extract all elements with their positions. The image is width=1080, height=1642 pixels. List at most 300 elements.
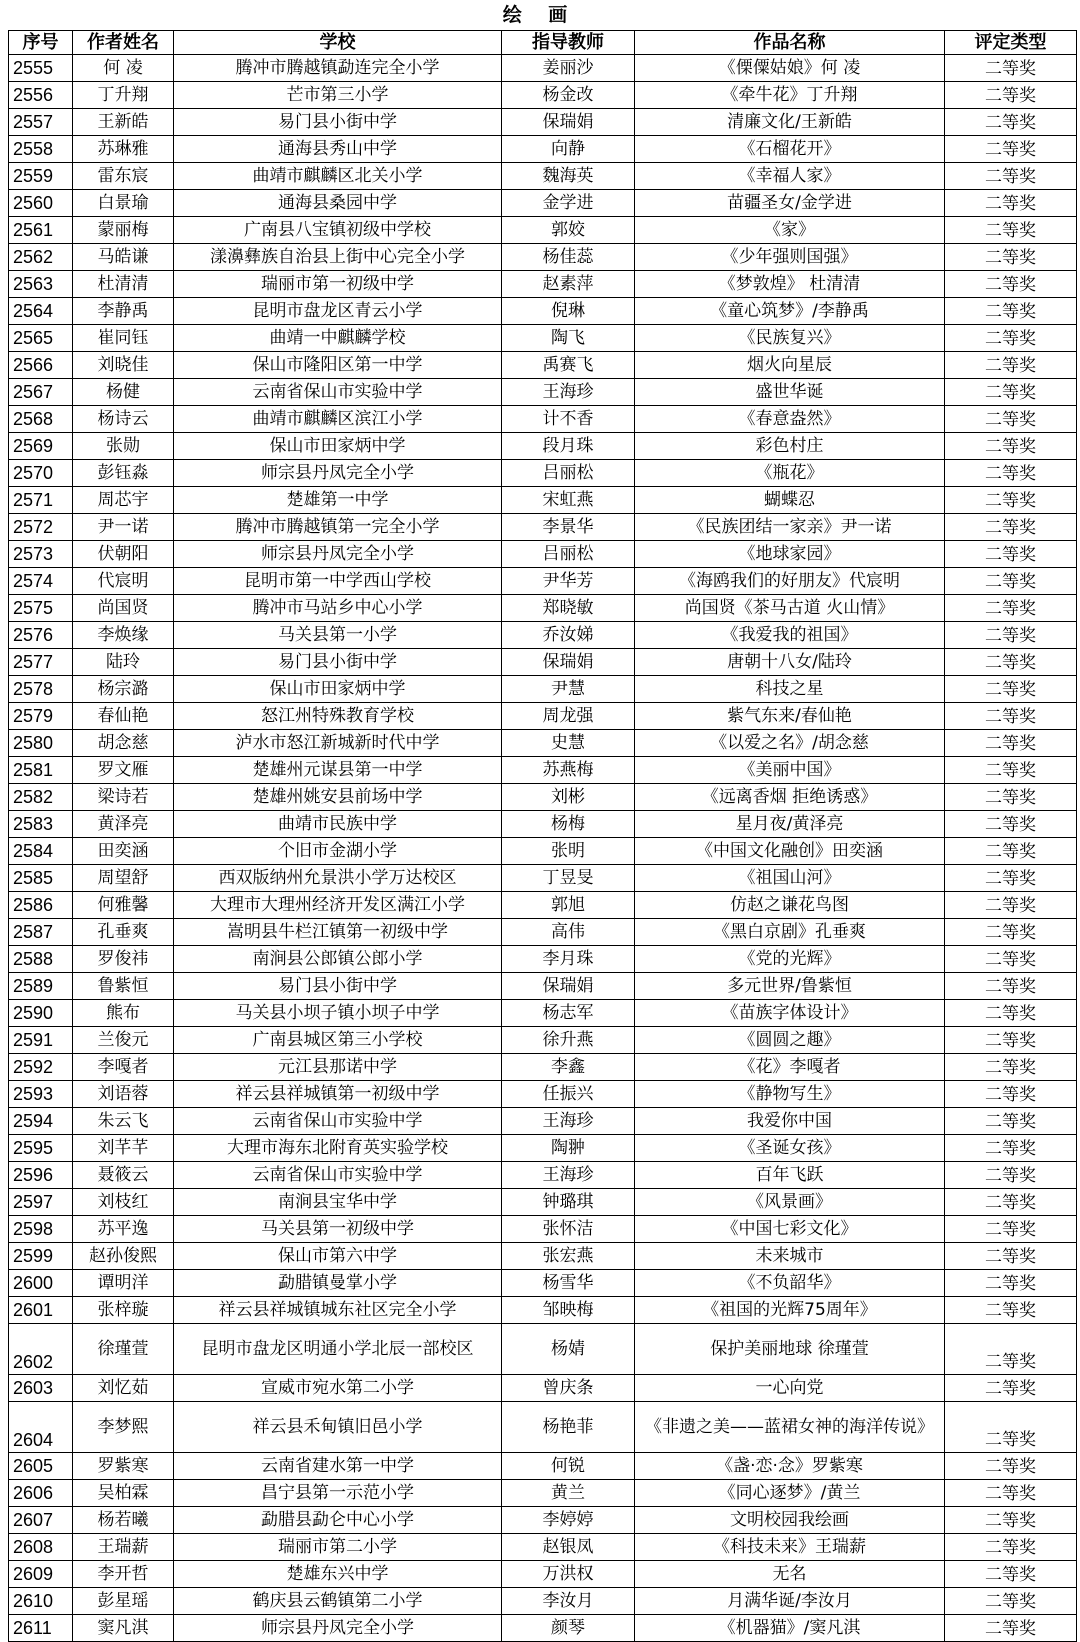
cell-author: 朱云飞: [73, 1108, 174, 1135]
cell-school: 云南省保山市实验中学: [174, 1108, 502, 1135]
cell-school: 漾濞彝族自治县上街中心完全小学: [174, 244, 502, 271]
cell-seq: 2600: [9, 1270, 73, 1297]
cell-teacher: 高伟: [502, 919, 635, 946]
cell-seq: 2607: [9, 1507, 73, 1534]
cell-grade: 二等奖: [945, 919, 1077, 946]
cell-author: 胡念慈: [73, 730, 174, 757]
table-row: [9, 730, 1077, 757]
cell-seq: 2602: [9, 1324, 73, 1375]
cell-grade: 二等奖: [945, 838, 1077, 865]
table-row: [9, 217, 1077, 244]
cell-school: 保山市隆阳区第一中学: [174, 352, 502, 379]
cell-teacher: 郑晓敏: [502, 595, 635, 622]
cell-teacher: 杨志军: [502, 1000, 635, 1027]
cell-school: 易门县小街中学: [174, 973, 502, 1000]
cell-teacher: 颜琴: [502, 1615, 635, 1642]
cell-teacher: 宋虹燕: [502, 487, 635, 514]
table-row: [9, 919, 1077, 946]
cell-work: 《石榴花开》: [635, 136, 945, 163]
cell-author: 李开哲: [73, 1561, 174, 1588]
table-row: [9, 892, 1077, 919]
cell-author: 罗紫寒: [73, 1453, 174, 1480]
cell-teacher: 赵银凤: [502, 1534, 635, 1561]
cell-teacher: 金学进: [502, 190, 635, 217]
cell-school: 云南省保山市实验中学: [174, 1162, 502, 1189]
cell-seq: 2580: [9, 730, 73, 757]
cell-author: 周芯宇: [73, 487, 174, 514]
cell-teacher: 陶飞: [502, 325, 635, 352]
table-row: [9, 568, 1077, 595]
cell-author: 苏琳雅: [73, 136, 174, 163]
cell-school: 昆明市第一中学西山学校: [174, 568, 502, 595]
cell-work: 《圆圆之趣》: [635, 1027, 945, 1054]
cell-work: 《以爱之名》/胡念慈: [635, 730, 945, 757]
cell-seq: 2555: [9, 55, 73, 82]
cell-teacher: 向静: [502, 136, 635, 163]
cell-school: 昌宁县第一示范小学: [174, 1480, 502, 1507]
cell-school: 嵩明县牛栏江镇第一初级中学: [174, 919, 502, 946]
cell-author: 杜清清: [73, 271, 174, 298]
cell-seq: 2590: [9, 1000, 73, 1027]
cell-school: 元江县那诺中学: [174, 1054, 502, 1081]
cell-author: 刘语蓉: [73, 1081, 174, 1108]
cell-seq: 2601: [9, 1297, 73, 1324]
cell-grade: 二等奖: [945, 271, 1077, 298]
table-row: [9, 406, 1077, 433]
cell-work: 清廉文化/王新皓: [635, 109, 945, 136]
cell-author: 蒙丽梅: [73, 217, 174, 244]
cell-school: 马关县小坝子镇小坝子中学: [174, 1000, 502, 1027]
header-school: 学校: [174, 31, 502, 55]
cell-teacher: 钟璐琪: [502, 1189, 635, 1216]
table-row: [9, 1507, 1077, 1534]
cell-work: 紫气东来/春仙艳: [635, 703, 945, 730]
table-row: [9, 1375, 1077, 1402]
cell-teacher: 史慧: [502, 730, 635, 757]
cell-seq: 2591: [9, 1027, 73, 1054]
table-row: [9, 838, 1077, 865]
table-row: [9, 649, 1077, 676]
cell-school: 大理市海东北附育英实验学校: [174, 1135, 502, 1162]
cell-work: 《地球家园》: [635, 541, 945, 568]
cell-work: 《祖国的光辉75周年》: [635, 1297, 945, 1324]
cell-school: 芒市第三小学: [174, 82, 502, 109]
awards-table: [8, 30, 1077, 1642]
cell-work: 《圣诞女孩》: [635, 1135, 945, 1162]
cell-grade: 二等奖: [945, 1402, 1077, 1453]
cell-seq: 2559: [9, 163, 73, 190]
cell-author: 李静禹: [73, 298, 174, 325]
cell-teacher: 计不香: [502, 406, 635, 433]
cell-work: 《幸福人家》: [635, 163, 945, 190]
cell-work: 盛世华诞: [635, 379, 945, 406]
cell-seq: 2565: [9, 325, 73, 352]
cell-seq: 2595: [9, 1135, 73, 1162]
cell-grade: 二等奖: [945, 1507, 1077, 1534]
cell-work: 《远离香烟 拒绝诱惑》: [635, 784, 945, 811]
cell-school: 广南县城区第三小学校: [174, 1027, 502, 1054]
cell-work: 星月夜/黄泽亮: [635, 811, 945, 838]
table-row: [9, 1189, 1077, 1216]
cell-author: 周望舒: [73, 865, 174, 892]
table-row: [9, 973, 1077, 1000]
cell-teacher: 李景华: [502, 514, 635, 541]
table-row: [9, 1216, 1077, 1243]
table-row: [9, 271, 1077, 298]
cell-grade: 二等奖: [945, 1243, 1077, 1270]
cell-school: 曲靖市麒麟区北关小学: [174, 163, 502, 190]
cell-author: 张勋: [73, 433, 174, 460]
cell-teacher: 保瑞娟: [502, 649, 635, 676]
cell-author: 杨诗云: [73, 406, 174, 433]
cell-teacher: 周龙强: [502, 703, 635, 730]
cell-author: 谭明洋: [73, 1270, 174, 1297]
cell-seq: 2572: [9, 514, 73, 541]
table-row: [9, 622, 1077, 649]
cell-grade: 二等奖: [945, 460, 1077, 487]
cell-teacher: 徐升燕: [502, 1027, 635, 1054]
cell-teacher: 张怀洁: [502, 1216, 635, 1243]
cell-school: 南涧县宝华中学: [174, 1189, 502, 1216]
cell-work: 《我爱我的祖国》: [635, 622, 945, 649]
cell-author: 田奕涵: [73, 838, 174, 865]
cell-teacher: 刘彬: [502, 784, 635, 811]
cell-school: 楚雄州元谋县第一中学: [174, 757, 502, 784]
cell-work: 《民族复兴》: [635, 325, 945, 352]
cell-school: 保山市田家炳中学: [174, 433, 502, 460]
cell-teacher: 李汝月: [502, 1588, 635, 1615]
cell-teacher: 王海珍: [502, 1162, 635, 1189]
cell-grade: 二等奖: [945, 892, 1077, 919]
cell-seq: 2569: [9, 433, 73, 460]
cell-school: 祥云县祥城镇第一初级中学: [174, 1081, 502, 1108]
cell-author: 陆玲: [73, 649, 174, 676]
cell-author: 春仙艳: [73, 703, 174, 730]
cell-grade: 二等奖: [945, 1297, 1077, 1324]
cell-author: 尹一诺: [73, 514, 174, 541]
cell-author: 丁升翔: [73, 82, 174, 109]
table-row: [9, 1324, 1077, 1375]
cell-teacher: 尹慧: [502, 676, 635, 703]
cell-seq: 2593: [9, 1081, 73, 1108]
cell-work: 《梦敦煌》 杜清清: [635, 271, 945, 298]
cell-author: 窦凡淇: [73, 1615, 174, 1642]
cell-school: 瑞丽市第二小学: [174, 1534, 502, 1561]
table-row: [9, 865, 1077, 892]
cell-work: 《盏·恋·念》罗紫寒: [635, 1453, 945, 1480]
cell-author: 熊布: [73, 1000, 174, 1027]
cell-school: 广南县八宝镇初级中学校: [174, 217, 502, 244]
cell-work: 《民族团结一家亲》尹一诺: [635, 514, 945, 541]
cell-school: 南涧县公郎镇公郎小学: [174, 946, 502, 973]
table-row: [9, 109, 1077, 136]
cell-teacher: 郭旭: [502, 892, 635, 919]
cell-seq: 2579: [9, 703, 73, 730]
cell-school: 师宗县丹凤完全小学: [174, 541, 502, 568]
cell-work: 仿赵之谦花鸟图: [635, 892, 945, 919]
cell-teacher: 何锐: [502, 1453, 635, 1480]
cell-grade: 二等奖: [945, 1588, 1077, 1615]
cell-seq: 2603: [9, 1375, 73, 1402]
cell-grade: 二等奖: [945, 433, 1077, 460]
cell-grade: 二等奖: [945, 136, 1077, 163]
cell-seq: 2561: [9, 217, 73, 244]
cell-teacher: 吕丽松: [502, 460, 635, 487]
cell-school: 鹤庆县云鹤镇第二小学: [174, 1588, 502, 1615]
table-row: [9, 811, 1077, 838]
cell-seq: 2582: [9, 784, 73, 811]
cell-school: 勐腊镇曼掌小学: [174, 1270, 502, 1297]
cell-work: 《花》李嘎者: [635, 1054, 945, 1081]
cell-grade: 二等奖: [945, 595, 1077, 622]
table-row: [9, 55, 1077, 82]
cell-school: 曲靖市民族中学: [174, 811, 502, 838]
cell-seq: 2596: [9, 1162, 73, 1189]
table-row: [9, 1054, 1077, 1081]
table-row: [9, 1588, 1077, 1615]
cell-author: 崔同钰: [73, 325, 174, 352]
cell-work: 一心向党: [635, 1375, 945, 1402]
cell-work: 保护美丽地球 徐瑾萱: [635, 1324, 945, 1375]
cell-school: 马关县第一小学: [174, 622, 502, 649]
cell-teacher: 杨佳蕊: [502, 244, 635, 271]
cell-seq: 2573: [9, 541, 73, 568]
cell-seq: 2560: [9, 190, 73, 217]
cell-seq: 2557: [9, 109, 73, 136]
cell-author: 徐瑾萱: [73, 1324, 174, 1375]
table-row: [9, 703, 1077, 730]
cell-school: 曲靖市麒麟区滨江小学: [174, 406, 502, 433]
cell-teacher: 禹赛飞: [502, 352, 635, 379]
cell-grade: 二等奖: [945, 1615, 1077, 1642]
cell-grade: 二等奖: [945, 298, 1077, 325]
cell-teacher: 曾庆条: [502, 1375, 635, 1402]
cell-grade: 二等奖: [945, 676, 1077, 703]
cell-grade: 二等奖: [945, 865, 1077, 892]
cell-school: 师宗县丹凤完全小学: [174, 1615, 502, 1642]
cell-work: 《少年强则国强》: [635, 244, 945, 271]
table-row: [9, 1108, 1077, 1135]
table-row: [9, 352, 1077, 379]
cell-work: 《祖国山河》: [635, 865, 945, 892]
cell-author: 刘芊芊: [73, 1135, 174, 1162]
cell-teacher: 丁昱旻: [502, 865, 635, 892]
cell-grade: 二等奖: [945, 190, 1077, 217]
cell-seq: 2568: [9, 406, 73, 433]
cell-school: 楚雄第一中学: [174, 487, 502, 514]
table-row: [9, 514, 1077, 541]
cell-seq: 2581: [9, 757, 73, 784]
cell-seq: 2562: [9, 244, 73, 271]
cell-grade: 二等奖: [945, 487, 1077, 514]
cell-teacher: 杨梅: [502, 811, 635, 838]
cell-seq: 2606: [9, 1480, 73, 1507]
cell-work: 《非遗之美——蓝裙女神的海洋传说》: [635, 1402, 945, 1453]
cell-work: 烟火向星辰: [635, 352, 945, 379]
cell-grade: 二等奖: [945, 1561, 1077, 1588]
header-teacher: 指导教师: [502, 31, 635, 55]
table-row: [9, 1162, 1077, 1189]
cell-seq: 2564: [9, 298, 73, 325]
cell-author: 鲁紫恒: [73, 973, 174, 1000]
cell-grade: 二等奖: [945, 973, 1077, 1000]
cell-school: 瑞丽市第一初级中学: [174, 271, 502, 298]
cell-teacher: 郭姣: [502, 217, 635, 244]
table-row: [9, 1270, 1077, 1297]
cell-grade: 二等奖: [945, 379, 1077, 406]
cell-school: 腾冲市腾越镇勐连完全小学: [174, 55, 502, 82]
cell-grade: 二等奖: [945, 1081, 1077, 1108]
cell-author: 何 凌: [73, 55, 174, 82]
cell-grade: 二等奖: [945, 1375, 1077, 1402]
cell-author: 梁诗若: [73, 784, 174, 811]
cell-school: 师宗县丹凤完全小学: [174, 460, 502, 487]
cell-grade: 二等奖: [945, 1108, 1077, 1135]
cell-work: 文明校园我绘画: [635, 1507, 945, 1534]
cell-teacher: 保瑞娟: [502, 973, 635, 1000]
cell-work: 《童心筑梦》/李静禹: [635, 298, 945, 325]
cell-school: 保山市第六中学: [174, 1243, 502, 1270]
cell-author: 马皓谦: [73, 244, 174, 271]
cell-school: 易门县小街中学: [174, 649, 502, 676]
cell-author: 彭星瑶: [73, 1588, 174, 1615]
cell-seq: 2588: [9, 946, 73, 973]
header-seq: 序号: [9, 31, 73, 55]
cell-seq: 2586: [9, 892, 73, 919]
cell-work: 多元世界/鲁紫恒: [635, 973, 945, 1000]
cell-author: 苏平逸: [73, 1216, 174, 1243]
cell-seq: 2567: [9, 379, 73, 406]
cell-work: 《牵牛花》丁升翔: [635, 82, 945, 109]
header-author: 作者姓名: [73, 31, 174, 55]
cell-work: 《静物写生》: [635, 1081, 945, 1108]
cell-grade: 二等奖: [945, 757, 1077, 784]
cell-teacher: 杨艳菲: [502, 1402, 635, 1453]
cell-grade: 二等奖: [945, 1189, 1077, 1216]
cell-author: 杨宗潞: [73, 676, 174, 703]
table-row: [9, 487, 1077, 514]
cell-work: 《傈僳姑娘》何 凌: [635, 55, 945, 82]
cell-author: 刘忆茹: [73, 1375, 174, 1402]
cell-teacher: 李月珠: [502, 946, 635, 973]
table-row: [9, 1402, 1077, 1453]
cell-author: 罗俊祎: [73, 946, 174, 973]
cell-seq: 2566: [9, 352, 73, 379]
cell-school: 祥云县禾甸镇旧邑小学: [174, 1402, 502, 1453]
table-row: [9, 1453, 1077, 1480]
cell-seq: 2605: [9, 1453, 73, 1480]
cell-work: 《科技未来》王瑞薪: [635, 1534, 945, 1561]
cell-seq: 2556: [9, 82, 73, 109]
cell-school: 马关县第一初级中学: [174, 1216, 502, 1243]
cell-seq: 2575: [9, 595, 73, 622]
cell-school: 保山市田家炳中学: [174, 676, 502, 703]
cell-work: 蝴蝶忍: [635, 487, 945, 514]
cell-grade: 二等奖: [945, 406, 1077, 433]
cell-school: 怒江州特殊教育学校: [174, 703, 502, 730]
cell-work: 未来城市: [635, 1243, 945, 1270]
cell-seq: 2589: [9, 973, 73, 1000]
cell-grade: 二等奖: [945, 1216, 1077, 1243]
table-row: [9, 244, 1077, 271]
cell-author: 王新皓: [73, 109, 174, 136]
cell-grade: 二等奖: [945, 784, 1077, 811]
cell-teacher: 王海珍: [502, 379, 635, 406]
table-row: [9, 1480, 1077, 1507]
table-row: [9, 1000, 1077, 1027]
cell-teacher: 魏海英: [502, 163, 635, 190]
cell-seq: 2610: [9, 1588, 73, 1615]
header-grade: 评定类型: [945, 31, 1077, 55]
cell-seq: 2604: [9, 1402, 73, 1453]
cell-grade: 二等奖: [945, 1054, 1077, 1081]
cell-seq: 2563: [9, 271, 73, 298]
cell-school: 腾冲市腾越镇第一完全小学: [174, 514, 502, 541]
cell-school: 曲靖一中麒麟学校: [174, 325, 502, 352]
table-row: [9, 190, 1077, 217]
cell-author: 张梓璇: [73, 1297, 174, 1324]
cell-work: 月满华诞/李汝月: [635, 1588, 945, 1615]
table-header-row: [9, 31, 1077, 55]
cell-seq: 2585: [9, 865, 73, 892]
cell-author: 吴柏霖: [73, 1480, 174, 1507]
cell-teacher: 张宏燕: [502, 1243, 635, 1270]
table-row: [9, 298, 1077, 325]
cell-grade: 二等奖: [945, 1027, 1077, 1054]
cell-school: 通海县秀山中学: [174, 136, 502, 163]
cell-work: 《中国七彩文化》: [635, 1216, 945, 1243]
cell-school: 西双版纳州允景洪小学万达校区: [174, 865, 502, 892]
cell-work: 《不负韶华》: [635, 1270, 945, 1297]
cell-author: 代宸明: [73, 568, 174, 595]
cell-work: 《家》: [635, 217, 945, 244]
cell-author: 赵孙俊熙: [73, 1243, 174, 1270]
cell-seq: 2599: [9, 1243, 73, 1270]
cell-teacher: 姜丽沙: [502, 55, 635, 82]
cell-author: 雷东宸: [73, 163, 174, 190]
cell-teacher: 杨雪华: [502, 1270, 635, 1297]
cell-seq: 2584: [9, 838, 73, 865]
table-row: [9, 1027, 1077, 1054]
cell-school: 楚雄州姚安县前场中学: [174, 784, 502, 811]
cell-grade: 二等奖: [945, 1162, 1077, 1189]
cell-work: 《中国文化融创》田奕涵: [635, 838, 945, 865]
cell-author: 孔垂爽: [73, 919, 174, 946]
cell-teacher: 段月珠: [502, 433, 635, 460]
cell-grade: 二等奖: [945, 649, 1077, 676]
cell-work: 《瓶花》: [635, 460, 945, 487]
cell-grade: 二等奖: [945, 55, 1077, 82]
cell-work: 《黑白京剧》孔垂爽: [635, 919, 945, 946]
cell-seq: 2578: [9, 676, 73, 703]
table-row: [9, 460, 1077, 487]
cell-teacher: 杨金改: [502, 82, 635, 109]
cell-grade: 二等奖: [945, 1480, 1077, 1507]
table-row: [9, 325, 1077, 352]
cell-work: 《春意盎然》: [635, 406, 945, 433]
cell-author: 白景瑜: [73, 190, 174, 217]
cell-teacher: 陶翀: [502, 1135, 635, 1162]
table-row: [9, 1135, 1077, 1162]
cell-seq: 2587: [9, 919, 73, 946]
cell-teacher: 苏燕梅: [502, 757, 635, 784]
cell-teacher: 万洪权: [502, 1561, 635, 1588]
cell-teacher: 邹映梅: [502, 1297, 635, 1324]
cell-grade: 二等奖: [945, 163, 1077, 190]
cell-work: 《美丽中国》: [635, 757, 945, 784]
table-body: [9, 55, 1077, 1642]
cell-work: 无名: [635, 1561, 945, 1588]
